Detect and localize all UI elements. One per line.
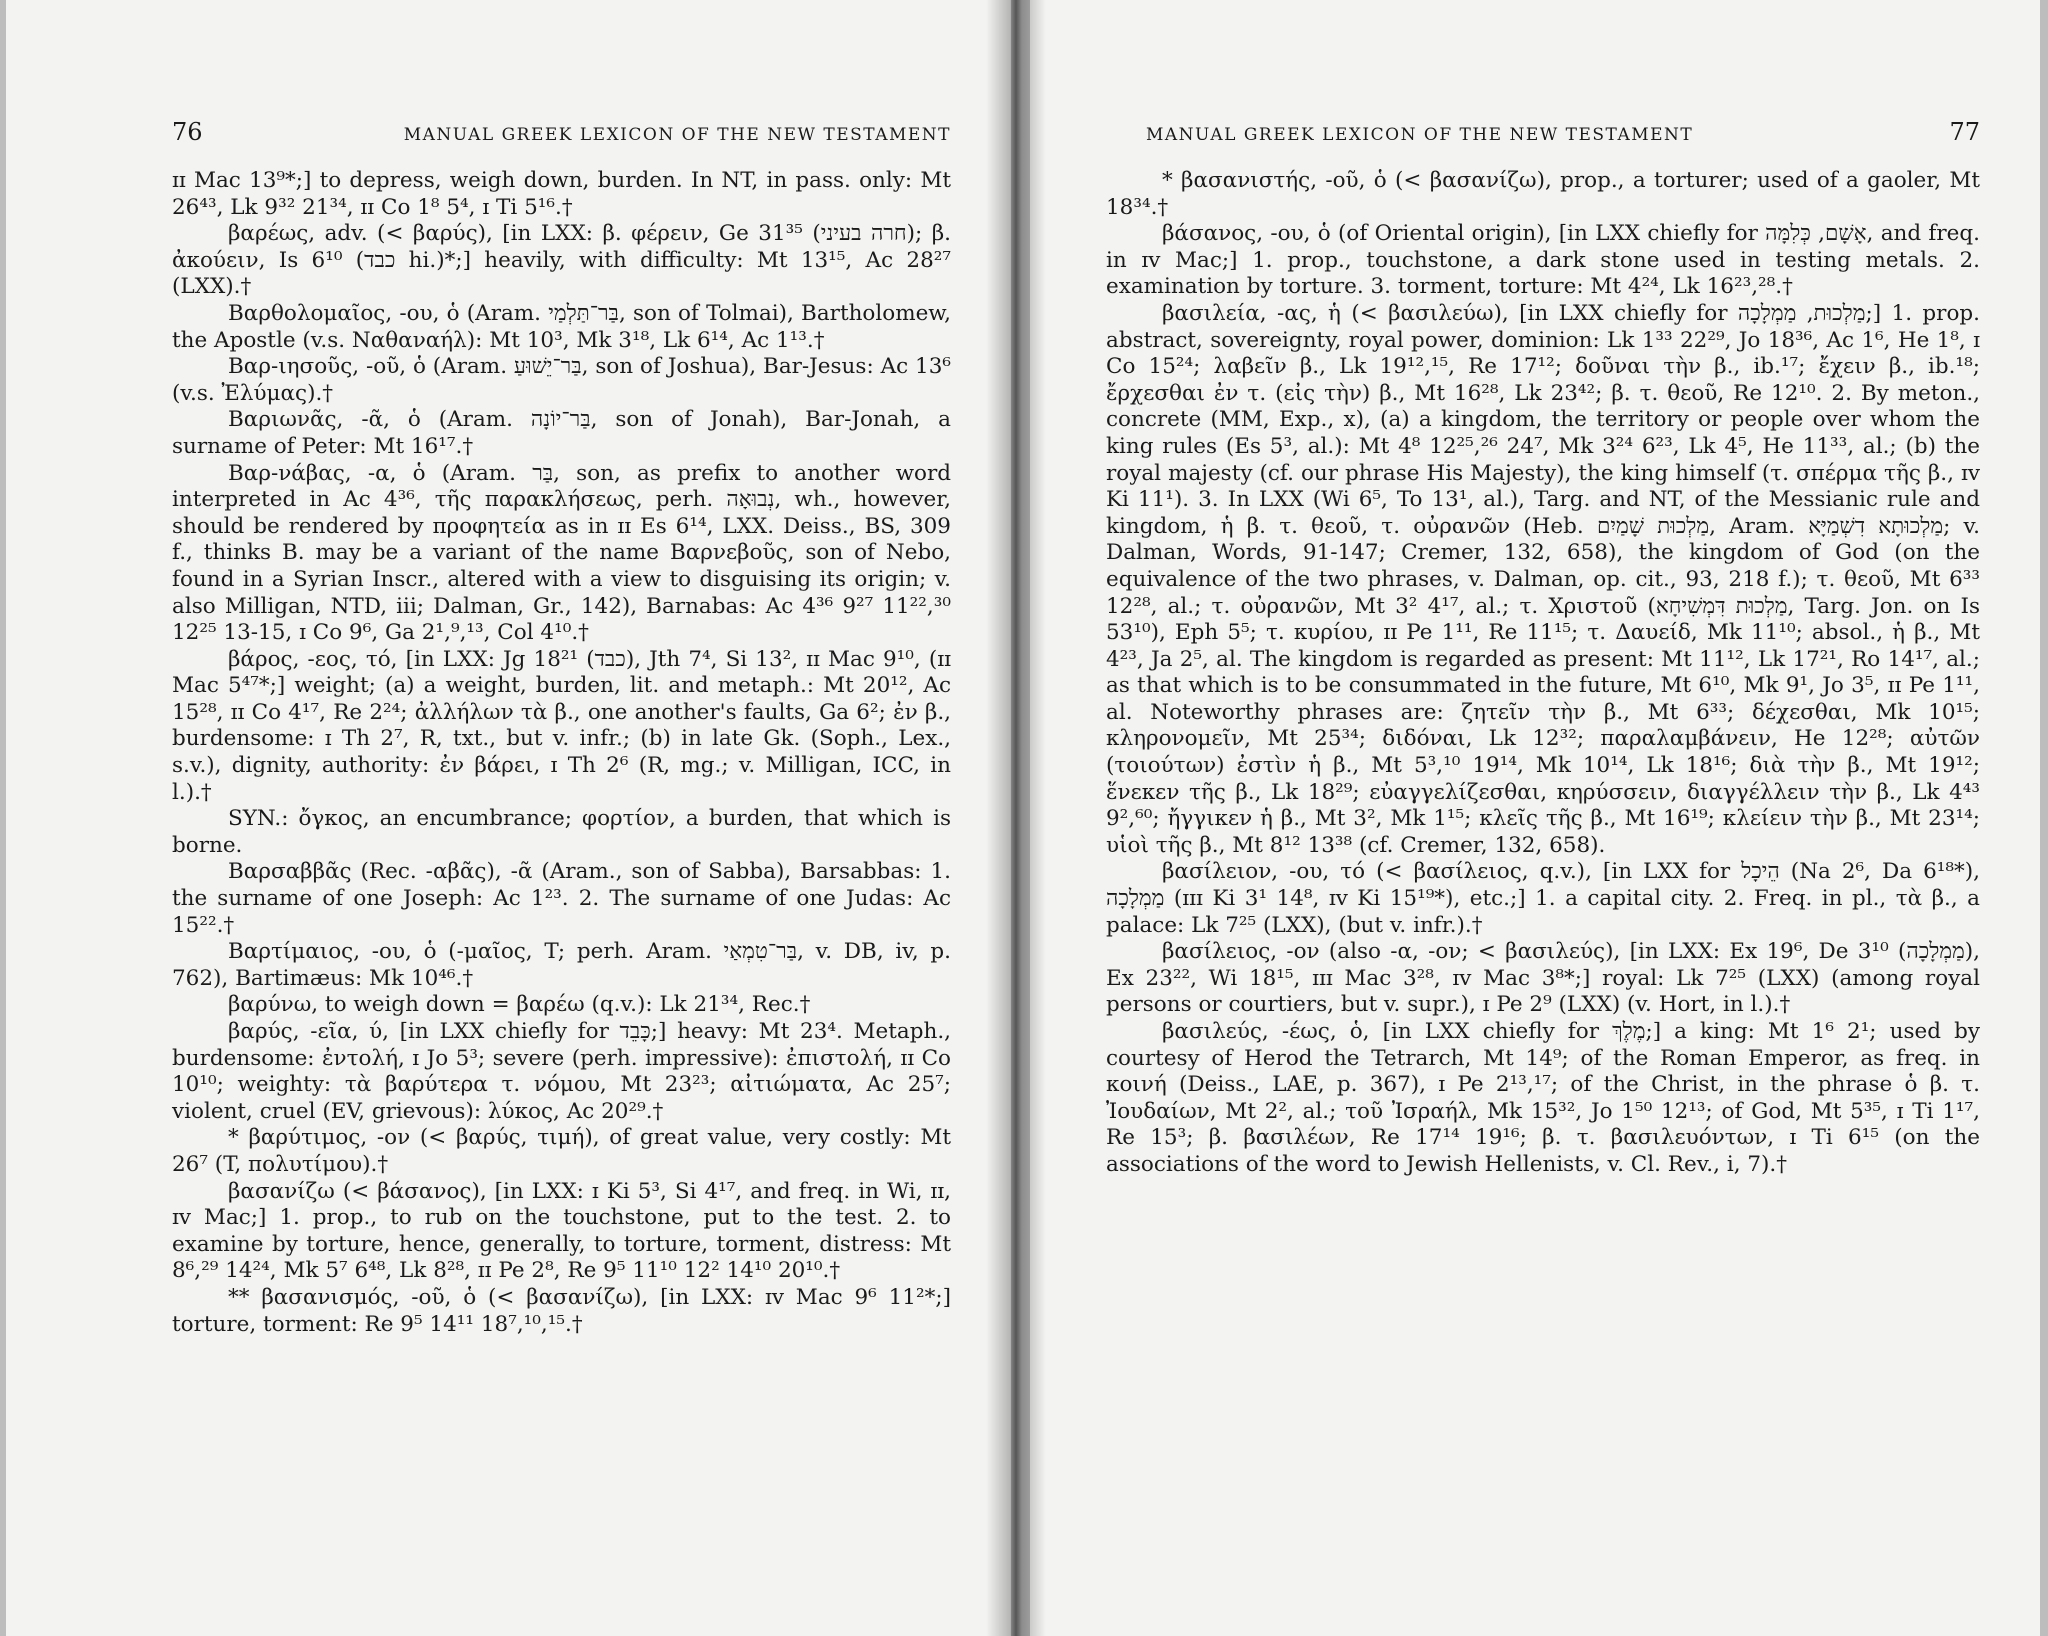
entry-bartholomaios: Βαρθολομαῖος, -ου, ὁ (Aram. בַּר־תַּלְמַי, son of Tolmai), Bartholomew, the Apostle (v.s. Ναθαναήλ): Mt 10³, Mk 3¹⁸, Lk 6¹⁴, Ac 1¹³.†	[172, 300, 951, 353]
page-number: 77	[1949, 118, 1980, 146]
right-page-header	[1106, 118, 1980, 146]
entry-barsabbas: Βαρσαββᾶς (Rec. -αβᾶς), -ᾶ (Aram., son of Sabba), Barsabbas: 1. the surname of one Joseph: Ac 1²³. 2. The surname of one Judas: Ac 15²².†	[172, 859, 951, 938]
entry-basileios: βασίλειος, -ον (also -α, -ον; < βασιλεύς), [in LXX: Ex 19⁶, De 3¹⁰ (מַמְלָכָה), Ex 23²², Wi 18¹⁵, ɪɪɪ Mac 3²⁸, ɪᴠ Mac 3⁸*;] royal: Lk 7²⁵ (LXX) (among royal persons or courtiers, but v. supr.), ɪ Pe 2⁹ (LXX) (v. Hort, in l.).†	[1106, 939, 1980, 1018]
entry-basileion: βασίλειον, -ου, τό (< βασίλειος, q.v.), [in LXX for הֵיכָל (Na 2⁶, Da 6¹⁸*), מַמְלָכָה (ɪɪɪ Ki 3¹ 14⁸, ɪᴠ Ki 15¹⁹*), etc.;] 1. a capital city. 2. Freq. in pl., τὰ β., a palace: Lk 7²⁵ (LXX), (but v. infr.).†	[1106, 859, 1980, 938]
entry-barutimos: * βαρύτιμος, -ον (< βαρύς, τιμή), of great value, very costly: Mt 26⁷ (T, πολυτίμου).†	[172, 1125, 951, 1177]
running-head: MANUAL GREEK LEXICON OF THE NEW TESTAMENT	[403, 125, 951, 145]
entry-bareos: βαρέως, adv. (< βαρύς), [in LXX: β. φέρειν, Ge 31³⁵ (חרה בעיני); β. ἀκούειν, Is 6¹⁰ (כבד hi.)*;] heavily, with difficulty: Mt 13¹⁵, Ac 28²⁷ (LXX).†	[172, 221, 951, 300]
entry-basileia: βασιλεία, -ας, ἡ (< βασιλεύω), [in LXX chiefly for מַלְכוּת, מַמְלָכָה;] 1. prop. abstract, sovereignty, royal power, dominion: Lk 1³³ 22²⁹, Jo 18³⁶, Ac 1⁶, He 1⁸, ɪ Co 15²⁴; λαβεῖν β., Lk 19¹²,¹⁵, Re 17¹²; δοῦναι τὴν β., ib.¹⁷; ἔχειν β., ib.¹⁸; ἔρχεσθαι ἐν τ. (εἰς τὴν) β., Mt 16²⁸, Lk 23⁴²; β. τ. θεοῦ, Re 12¹⁰. 2. By meton., concrete (MM, Exp., x), (a) a kingdom, the territory or people over whom the king rules (Es 5³, al.): Mt 4⁸ 12²⁵,²⁶ 24⁷, Mk 3²⁴ 6²³, Lk 4⁵, He 11³³, al.; (b) the royal majesty (cf. our phrase His Majesty), the king himself (τ. σπέρμα τῆς β., ɪᴠ Ki 11¹). 3. In LXX (Wi 6⁵, To 13¹, al.), Targ. and NT, of the Messianic rule and kingdom, ἡ β. τ. θεοῦ, τ. οὐρανῶν (Heb. מַלְכוּת שָׁמַיִם, Aram. מַלְכוּתָא דִשְׁמַיָּא; v. Dalman, Words, 91-147; Cremer, 132, 658), the kingdom of God (on the equivalence of the two phrases, v. Dalman, op. cit., 93, 218 f.); τ. θεοῦ, Mt 6³³ 12²⁸, al.; τ. οὐρανῶν, Mt 3² 4¹⁷, al.; τ. Χριστοῦ (מַלְכוּת דִּמְשִׁיחָא, Targ. Jon. on Is 53¹⁰), Eph 5⁵; τ. κυρίου, ɪɪ Pe 1¹¹, Re 11¹⁵; τ. Δαυείδ, Mk 11¹⁰; absol., ἡ β., Mt 4²³, Ja 2⁵, al. The kingdom is regarded as present: Mt 11¹², Lk 17²¹, Ro 14¹⁷, al.; as that which is to be consummated in the future, Mt 6¹⁰, Mk 9¹, Jo 3⁵, ɪɪ Pe 1¹¹, al. Noteworthy phrases are: ζητεῖν τὴν β., Mt 6³³; δέχεσθαι, Mk 10¹⁵; κληρονομεῖν, Mt 25³⁴; διδόναι, Lk 12³²; παραλαμβάνειν, He 12²⁸; αὐτῶν (τοιούτων) ἐστὶν ἡ β., Mt 5³,¹⁰ 19¹⁴, Mk 10¹⁴, Lk 18¹⁶; διὰ τὴν β., Mt 19¹²; ἕνεκεν τῆς β., Lk 18²⁹; εὐαγγελίζεσθαι, κηρύσσειν, διαγγέλλειν τὴν β., Lk 4⁴³ 9²,⁶⁰; ἤγγικεν ἡ β., Mt 3², Mk 1¹⁵; κλεῖς τῆς β., Mt 16¹⁹; κλείειν τὴν β., Mt 23¹⁴; υἱοὶ τῆς β., Mt 8¹² 13³⁸ (cf. Cremer, 132, 658).	[1106, 300, 1980, 858]
entry-barnabas: Βαρ-νάβας, -α, ὁ (Aram. בַּר, son, as prefix to another word interpreted in Ac 4³⁶, τῆς παρακλήσεως, perh. נְבוּאָה, wh., however, should be rendered by προφητεία as in ɪɪ Es 6¹⁴, LXX. Deiss., BS, 309 f., thinks B. may be a variant of the name Βαρνεβοῦς, son of Nebo, found in a Syrian Inscr., altered with a view to disguising its origin; v. also Milligan, NTD, iii; Dalman, Gr., 142), Barnabas: Ac 4³⁶ 9²⁷ 11²²,³⁰ 12²⁵ 13-15, ɪ Co 9⁶, Ga 2¹,⁹,¹³, Col 4¹⁰.†	[172, 460, 951, 646]
entry-bartimaios: Βαρτίμαιος, -ου, ὁ (-μαῖος, T; perh. Aram. בַּר־טִמְאַי, v. DB, iv, p. 762), Bartimæus: Mk 10⁴⁶.†	[172, 939, 952, 991]
left-page-header	[172, 118, 951, 146]
entry-basanos: βάσανος, -ου, ὁ (of Oriental origin), [in LXX chiefly for אָשָׁם, כְּלִמָּה, and freq. in ɪᴠ Mac;] 1. prop., touchstone, a dark stone used in testing metals. 2. examination by torture. 3. torment, torture: Mt 4²⁴, Lk 16²³,²⁸.†	[1106, 221, 1980, 300]
synonym-note: SYN.: ὄγκος, an encumbrance; φορτίον, a burden, that which is borne.	[172, 806, 951, 858]
entry-baruno: βαρύνω, to weigh down = βαρέω (q.v.): Lk 21³⁴, Rec.†	[228, 992, 811, 1018]
page-number: 76	[172, 118, 203, 146]
entry-barus: βαρύς, -εῖα, ύ, [in LXX chiefly for כָּבֵד;] heavy: Mt 23⁴. Metaph., burdensome: ἐντολή, ɪ Jo 5³; severe (perh. impressive): ἐπιστολή, ɪɪ Co 10¹⁰; weighty: τὰ βαρύτερα τ. νόμου, Mt 23²³; αἰτιώματα, Ac 25⁷; violent, cruel (EV, grievous): λύκος, Ac 20²⁹.†	[172, 1019, 951, 1124]
right-page	[1030, 0, 2040, 1636]
left-page	[6, 0, 1011, 1636]
entry-basanismos: ** βασανισμός, -οῦ, ὁ (< βασανίζω), [in LXX: ɪᴠ Mac 9⁶ 11²*;] torture, torment: Re 9⁵ 14¹¹ 18⁷,¹⁰,¹⁵.†	[172, 1284, 951, 1337]
entry-bar-iesous: Βαρ-ιησοῦς, -οῦ, ὁ (Aram. בַּר־יֵשׁוּעַ, son of Joshua), Bar-Jesus: Ac 13⁶ (v.s. Ἐλύμας).†	[172, 354, 951, 406]
entry-basileus: βασιλεύς, -έως, ὁ, [in LXX chiefly for מֶלֶךְ;] a king: Mt 1⁶ 2¹; used by courtesy of Herod the Tetrarch, Mt 14⁹; of the Roman Emperor, as freq. in κοινή (Deiss., LAE, p. 367), ɪ Pe 2¹³,¹⁷; of the Christ, in the phrase ὁ β. τ. Ἰουδαίων, Mt 2², al.; τοῦ Ἰσραήλ, Mk 15³², Jo 1⁵⁰ 12¹³; of God, Mt 5³⁵, ɪ Ti 1¹⁷, Re 15³; β. βασιλέων, Re 17¹⁴ 19¹⁶; β. τ. βασιλευόντων, ɪ Ti 6¹⁵ (on the associations of the word to Jewish Hellenists, v. Cl. Rev., i, 7).†	[1106, 1019, 1980, 1177]
right-page-body	[1106, 168, 1980, 1179]
left-page-body	[172, 168, 951, 1338]
entry-continuation: ɪɪ Mac 13⁹*;] to depress, weigh down, burden. In NT, in pass. only: Mt 26⁴³, Lk 9³² 21³⁴, ɪɪ Co 1⁸ 5⁴, ɪ Ti 5¹⁶.†	[172, 168, 951, 220]
running-head: MANUAL GREEK LEXICON OF THE NEW TESTAMENT	[1146, 125, 1694, 145]
entry-basanistes: * βασανιστής, -οῦ, ὁ (< βασανίζω), prop., a torturer; used of a gaoler, Mt 18³⁴.†	[1106, 168, 1980, 220]
entry-basanizo: βασανίζω (< βάσανος), [in LXX: ɪ Ki 5³, Si 4¹⁷, and freq. in Wi, ɪɪ, ɪᴠ Mac;] 1. prop., to rub on the touchstone, put to the test. 2. to examine by torture, hence, generally, to torture, torment, distress: Mt 8⁶,²⁹ 14²⁴, Mk 5⁷ 6⁴⁸, Lk 8²⁸, ɪɪ Pe 2⁸, Re 9⁵ 11¹⁰ 12² 14¹⁰ 20¹⁰.†	[172, 1178, 951, 1284]
entry-barionas: Βαριωνᾶς, -ᾶ, ὁ (Aram. בַּר־יוֹנָה, son of Jonah), Bar-Jonah, a surname of Peter: Mt 16¹⁷.†	[172, 407, 951, 459]
book-gutter-shadow	[986, 0, 1046, 1636]
entry-baros: βάρος, -εος, τό, [in LXX: Jg 18²¹ (כבד), Jth 7⁴, Si 13², ɪɪ Mac 9¹⁰, (ɪɪ Mac 5⁴⁷*;] weight; (a) a weight, burden, lit. and metaph.: Mt 20¹², Ac 15²⁸, ɪɪ Co 4¹⁷, Re 2²⁴; ἀλλήλων τὰ β., one another's faults, Ga 6²; ἐν β., burdensome: ɪ Th 2⁷, R, txt., but v. infr.; (b) in late Gk. (Soph., Lex., s.v.), dignity, authority: ἐν βάρει, ɪ Th 2⁶ (R, mg.; v. Milligan, ICC, in l.).†	[172, 646, 951, 805]
